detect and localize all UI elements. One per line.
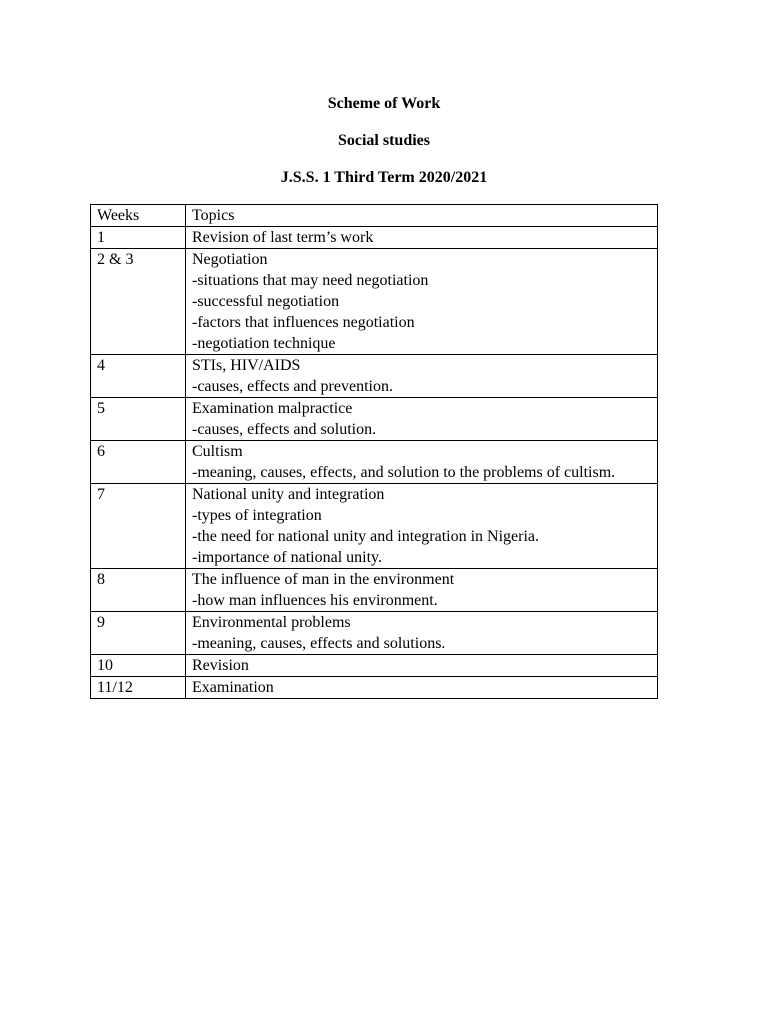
table-row <box>91 484 658 569</box>
topic-heading: Examination <box>192 679 274 696</box>
topic-cell <box>186 355 658 398</box>
week-cell: 2 & 3 <box>91 249 186 355</box>
topic-subpoint: -successful negotiation <box>192 293 340 310</box>
table-row <box>91 441 658 484</box>
table-row <box>91 249 658 355</box>
week-cell: 10 <box>91 655 186 677</box>
table-row <box>91 655 658 677</box>
week-cell: 4 <box>91 355 186 398</box>
table-row <box>91 398 658 441</box>
header-topics: Topics <box>186 205 658 227</box>
topic-subpoint: -negotiation technique <box>192 335 336 352</box>
scheme-of-work-table <box>90 204 658 699</box>
topic-subpoint: -how man influences his environment. <box>192 592 438 609</box>
topic-subpoint: -causes, effects and prevention. <box>192 378 393 395</box>
topic-cell <box>186 612 658 655</box>
week-cell: 6 <box>91 441 186 484</box>
topic-heading: Revision of last term’s work <box>192 229 374 246</box>
table-row <box>91 677 658 699</box>
table-row <box>91 355 658 398</box>
topic-heading: The influence of man in the environment <box>192 571 455 588</box>
topic-cell <box>186 249 658 355</box>
week-cell: 11/12 <box>91 677 186 699</box>
document-title: Scheme of Work <box>327 95 441 112</box>
topic-heading: National unity and integration <box>192 486 385 503</box>
topic-heading: Revision <box>192 657 249 674</box>
topic-heading: Environmental problems <box>192 614 351 631</box>
week-cell: 9 <box>91 612 186 655</box>
week-cell: 5 <box>91 398 186 441</box>
topic-subpoint: -situations that may need negotiation <box>192 272 429 289</box>
week-cell: 1 <box>91 227 186 249</box>
table-body <box>91 205 658 699</box>
topic-cell <box>186 569 658 612</box>
topic-subpoint: -causes, effects and solution. <box>192 421 377 438</box>
document-term: J.S.S. 1 Third Term 2020/2021 <box>280 169 488 186</box>
topic-subpoint: -importance of national unity. <box>192 549 383 566</box>
topic-cell <box>186 655 658 677</box>
topic-subpoint: -meaning, causes, effects, and solution to the problems of cultism. <box>192 464 616 481</box>
topic-cell <box>186 677 658 699</box>
table-header-row <box>91 205 658 227</box>
week-cell: 8 <box>91 569 186 612</box>
table-row <box>91 612 658 655</box>
topic-heading: Cultism <box>192 443 243 460</box>
topic-heading: STIs, HIV/AIDS <box>192 357 301 374</box>
topic-subpoint: -factors that influences negotiation <box>192 314 415 331</box>
topic-subpoint: -the need for national unity and integration in Nigeria. <box>192 528 539 545</box>
topic-cell <box>186 398 658 441</box>
header-weeks: Weeks <box>91 205 186 227</box>
topic-heading: Negotiation <box>192 251 268 268</box>
table-row <box>91 569 658 612</box>
topic-subpoint: -types of integration <box>192 507 322 524</box>
topic-cell <box>186 484 658 569</box>
table-row <box>91 227 658 249</box>
topic-subpoint: -meaning, causes, effects and solutions. <box>192 635 446 652</box>
topic-cell <box>186 441 658 484</box>
week-cell: 7 <box>91 484 186 569</box>
topic-heading: Examination malpractice <box>192 400 353 417</box>
document-subject: Social studies <box>337 132 430 149</box>
topic-cell <box>186 227 658 249</box>
